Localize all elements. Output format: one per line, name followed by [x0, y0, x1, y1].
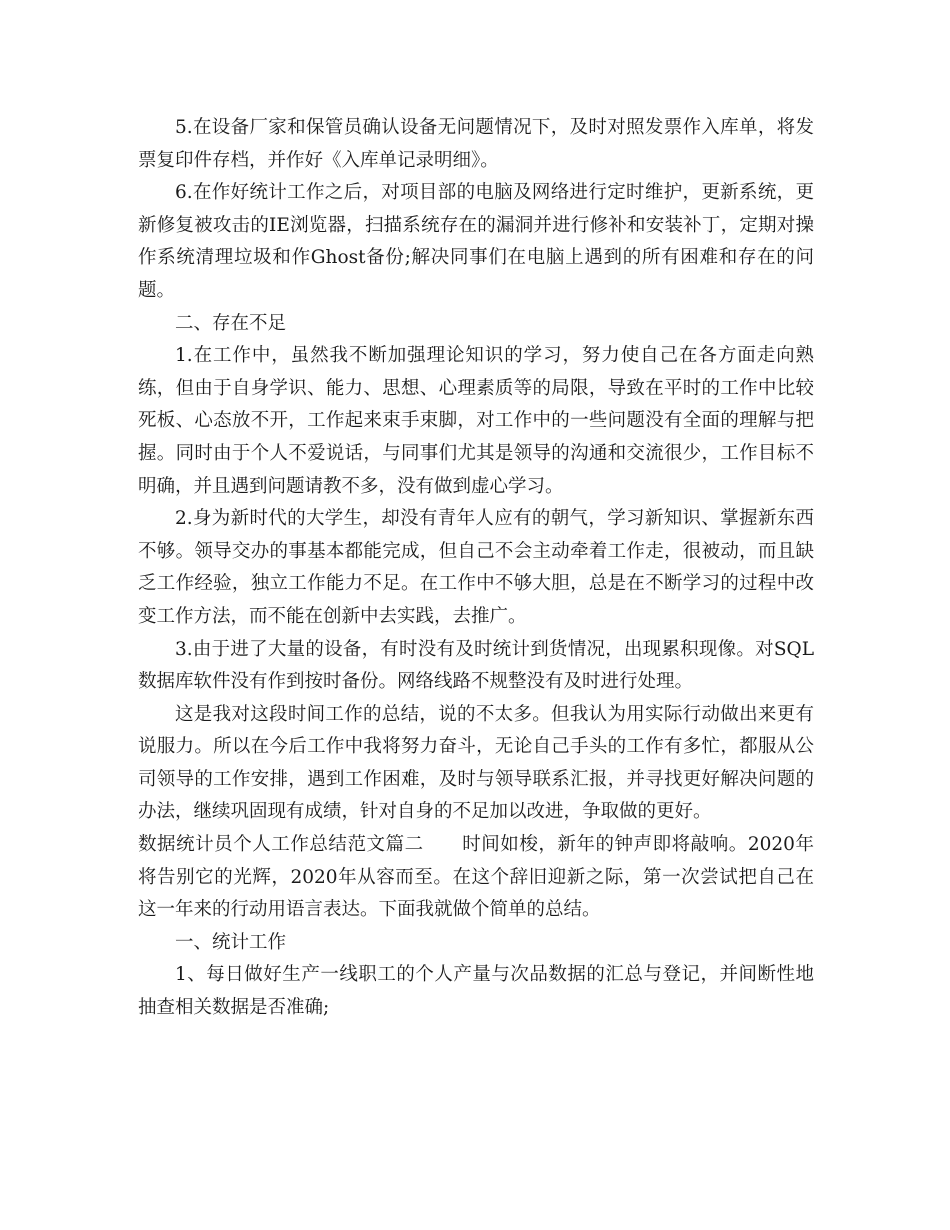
section-intro: 时间如梭，新年的钟声即将敲响。2020年将告别它的光辉，2020年从容而至。在这个辞旧迎新之际，第一次尝试把自己在这一年来的行动用语言表达。下面我就做个简单的总结。 — [138, 834, 814, 921]
document-body — [138, 112, 814, 1025]
paragraph-conclusion: 这是我对这段时间工作的总结，说的不太多。但我认为用实际行动做出来更有说服力。所以在今后工作中我将努力奋斗，无论自己手头的工作有多忙，都服从公司领导的工作安排，遇到工作困难，及时与领导联系汇报，并寻找更好解决问题的办法，继续巩固现有成绩，针对自身的不足加以改进，争取做的更好。 — [138, 703, 814, 823]
paragraph-item-5: 5.在设备厂家和保管员确认设备无问题情况下，及时对照发票作入库单，将发票复印件存档，并作好《入库单记录明细》。 — [138, 117, 814, 171]
paragraph-shortcoming-1: 1.在工作中，虽然我不断加强理论知识的学习，努力使自己在各方面走向熟练，但由于自身学识、能力、思想、心理素质等的局限，导致在平时的工作中比较死板、心态放不开，工作起来束手束脚，对工作中的一些问题没有全面的理解与把握。同时由于个人不爱说话，与同事们尤其是领导的沟通和交流很少，工作目标不明确，并且遇到问题请教不多，没有做到虚心学习。 — [138, 345, 814, 497]
section-title: 数据统计员个人工作总结范文篇二 — [138, 834, 424, 856]
section-heading-statistics: 一、统计工作 — [175, 931, 287, 953]
paragraph-statistics-1: 1、每日做好生产一线职工的个人产量与次品数据的汇总与登记，并间断性地抽查相关数据是否准确; — [138, 964, 814, 1019]
paragraph-item-6: 6.在作好统计工作之后，对项目部的电脑及网络进行定时维护，更新系统，更新修复被攻击的IE浏览器，扫描系统存在的漏洞并进行修补和安装补丁，定期对操作系统清理垃圾和作Ghost备份;解决同事们在电脑上遇到的所有困难和存在的问题。 — [138, 182, 814, 301]
paragraph-shortcoming-3: 3.由于进了大量的设备，有时没有及时统计到货情况，出现累积现像。对SQL数据库软件没有作到按时备份。网络线路不规整没有及时进行处理。 — [138, 638, 814, 693]
paragraph-shortcoming-2: 2.身为新时代的大学生，却没有青年人应有的朝气，学习新知识、掌握新东西不够。领导交办的事基本都能完成，但自己不会主动牵着工作走，很被动，而且缺乏工作经验，独立工作能力不足。在工作中不够大胆，总是在不断学习的过程中改变工作方法，而不能在创新中去实践，去推广。 — [138, 508, 814, 627]
section-two-paragraph — [138, 829, 814, 927]
section-heading-shortcomings: 二、存在不足 — [175, 312, 287, 334]
